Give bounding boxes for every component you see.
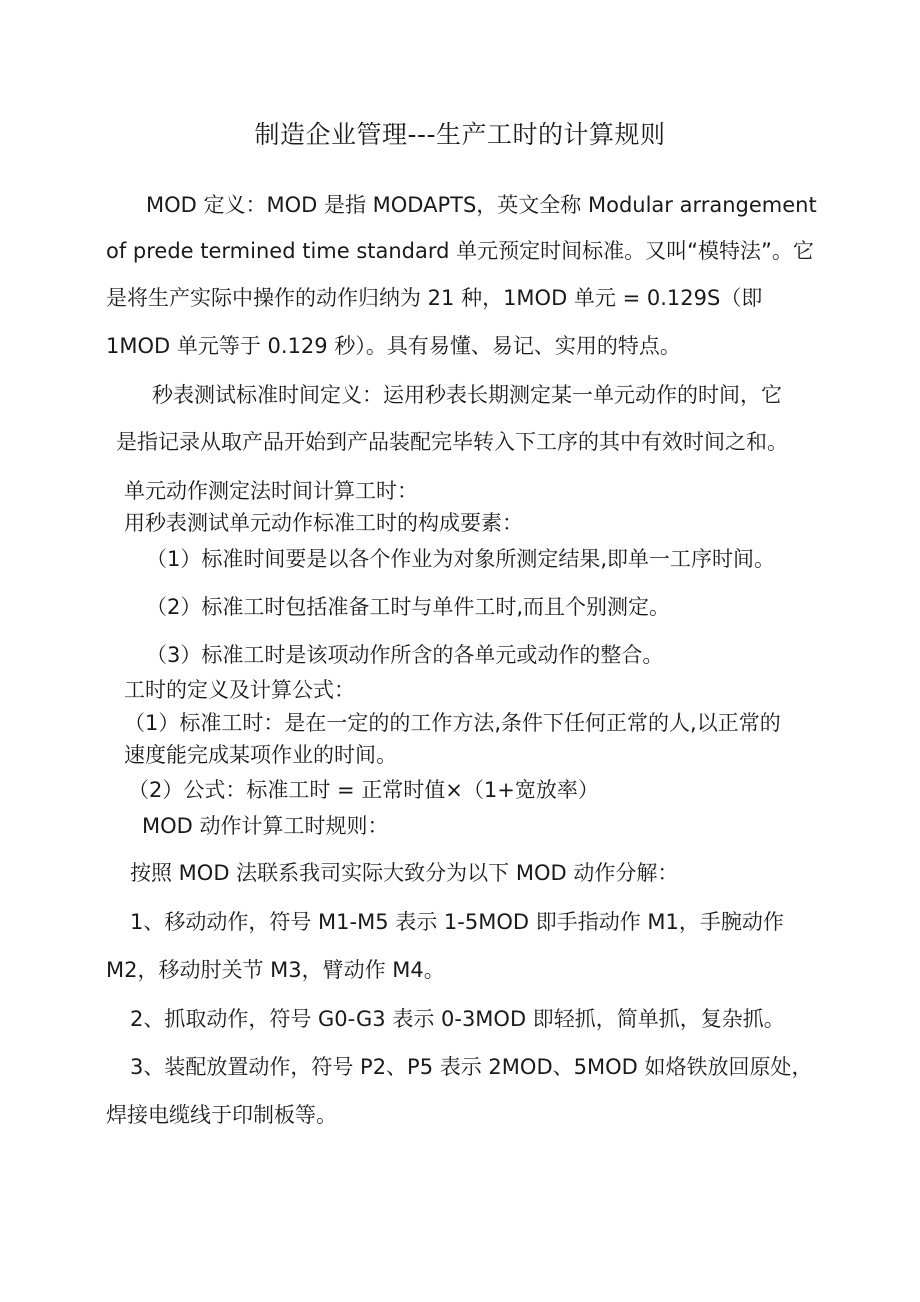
list-item: 1、移动动作，符号 M1-M5 表示 1-5MOD 即手指动作 M1，手腕动作 <box>130 910 784 934</box>
list-item-continuation: 速度能完成某项作业的时间。 <box>124 743 397 767</box>
paragraph-line: of prede termined time standard 单元预定时间标准。又叫“模特法”。它 <box>106 239 814 263</box>
list-item: 2、抓取动作，符号 G0-G3 表示 0-3MOD 即轻抓，简单抓，复杂抓。 <box>130 1007 785 1031</box>
list-item: （2）公式：标准工时 = 正常时值×（1+宽放率） <box>128 778 599 802</box>
list-item: （3）标准工时是该项动作所含的各单元或动作的整合。 <box>146 643 664 667</box>
list-item-continuation: M2，移动肘关节 M3，臂动作 M4。 <box>106 958 445 982</box>
paragraph-line: 1MOD 单元等于 0.129 秒）。具有易懂、易记、实用的特点。 <box>106 334 681 358</box>
list-item-continuation: 焊接电缆线于印制板等。 <box>106 1103 337 1127</box>
list-item: （2）标准工时包括准备工时与单件工时,而且个别测定。 <box>146 595 671 619</box>
list-item: （1）标准时间要是以各个作业为对象所测定结果,即单一工序时间。 <box>146 547 776 571</box>
document-title: 制造企业管理---生产工时的计算规则 <box>254 120 666 149</box>
paragraph-line: 按照 MOD 法联系我司实际大致分为以下 MOD 动作分解： <box>130 861 679 885</box>
paragraph-line: 是将生产实际中操作的动作归纳为 21 种，1MOD 单元 = 0.129S（即 <box>106 286 763 310</box>
section-heading: 工时的定义及计算公式： <box>124 678 355 702</box>
section-heading: 用秒表测试单元动作标准工时的构成要素： <box>124 511 523 535</box>
section-heading: 单元动作测定法时间计算工时： <box>124 479 418 503</box>
section-heading: MOD 动作计算工时规则： <box>142 814 389 838</box>
list-item: （1）标准工时：是在一定的的工作方法,条件下任何正常的人,以正常的 <box>124 711 781 735</box>
paragraph-line: MOD 定义：MOD 是指 MODAPTS，英文全称 Modular arrangement <box>146 193 817 217</box>
paragraph-line: 是指记录从取产品开始到产品装配完毕转入下工序的其中有效时间之和。 <box>116 430 788 454</box>
list-item: 3、装配放置动作，符号 P2、P5 表示 2MOD、5MOD 如烙铁放回原处， <box>130 1055 813 1079</box>
paragraph-line: 秒表测试标准时间定义：运用秒表长期测定某一单元动作的时间，它 <box>152 383 782 407</box>
